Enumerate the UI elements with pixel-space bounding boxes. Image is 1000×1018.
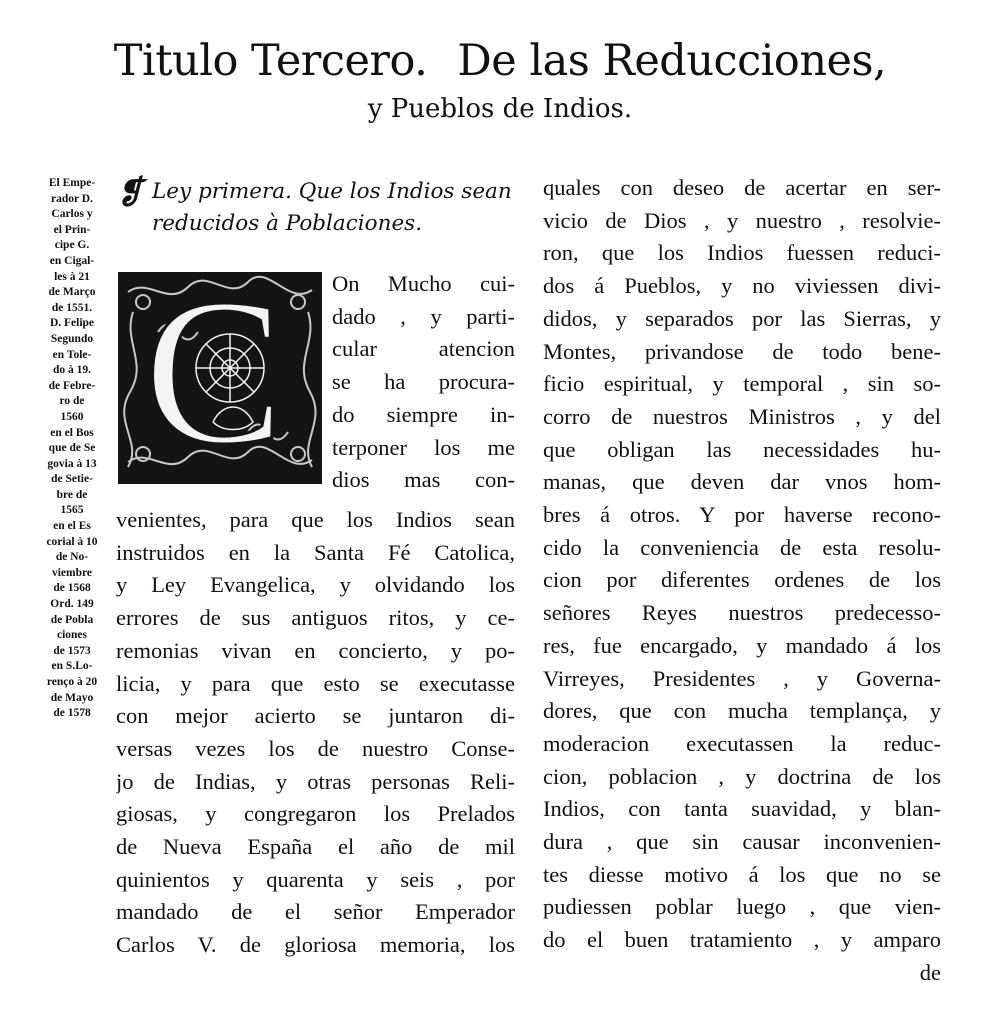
text-line: venientes, para que los Indios sean bbox=[116, 507, 515, 532]
text-line: bres á otros. Y por haverse recono- bbox=[543, 502, 941, 528]
margin-note-line: corial à 10 bbox=[46, 535, 98, 548]
margin-note-line: El Empe- bbox=[48, 177, 96, 189]
margin-note-line: de Pobla bbox=[50, 613, 94, 626]
text-line: de Nueva España el año de mil bbox=[116, 834, 515, 860]
column-1-bottom-text bbox=[116, 504, 515, 962]
text-line: cion, poblacion , y doctrina de los bbox=[543, 763, 941, 789]
law-heading-line: reducidos à Poblaciones. bbox=[152, 211, 423, 236]
text-line: Carlos V. de gloriosa memoria, los bbox=[116, 932, 515, 958]
margin-note-line: renço à 20 bbox=[46, 676, 98, 688]
text-line: errores de sus antiguos ritos, y ce- bbox=[116, 605, 515, 631]
text-line: quales con deseo de acertar en ser- bbox=[543, 175, 941, 200]
text-line: que obligan las necessidades hu- bbox=[543, 436, 941, 462]
margin-note-line: ro de bbox=[59, 395, 85, 408]
margin-note-line: ciones bbox=[56, 629, 88, 642]
text-line: Virreyes, Presidentes , y Governa- bbox=[543, 665, 941, 691]
text-line: ficio espiritual, y temporal , sin so- bbox=[543, 371, 941, 397]
margin-note-line: bre de bbox=[56, 488, 88, 501]
margin-note-line: de Febre- bbox=[48, 379, 96, 392]
text-line: vicio de Dios , y nuestro , resolvie- bbox=[543, 207, 941, 233]
text-line: cion por diferentes ordenes de los bbox=[543, 567, 941, 593]
margin-note-line: Carlos y bbox=[51, 208, 93, 221]
text-line: dura , que sin causar inconvenien- bbox=[543, 829, 941, 855]
law-heading-line: Ley primera. Que los Indios sean bbox=[152, 179, 512, 204]
text-line: jo de Indias, y otras personas Reli- bbox=[116, 768, 515, 794]
margin-note-line: de Março bbox=[48, 286, 96, 299]
text-line: versas vezes los de nuestro Conse- bbox=[116, 735, 515, 761]
margin-note-line: govia à 13 bbox=[47, 457, 97, 470]
margin-note-line: Segundo bbox=[50, 332, 94, 345]
margin-note-line: cipe G. bbox=[54, 239, 90, 252]
text-line: dos á Pueblos, y no viviessen divi- bbox=[543, 273, 941, 299]
margin-note-line: rador D. bbox=[51, 192, 93, 205]
dropcap-letter: C bbox=[143, 272, 285, 484]
margin-note-line: en S.Lo- bbox=[51, 660, 93, 673]
text-line: y Ley Evangelica, y olvidando los bbox=[116, 572, 515, 598]
text-line: pudiessen poblar luego , que vien- bbox=[543, 894, 941, 920]
text-line: dores, que con mucha templança, y bbox=[543, 698, 941, 724]
marginal-citations bbox=[30, 176, 114, 722]
pilcrow-mark: ❡ bbox=[116, 173, 143, 211]
margin-note-line: en el Es bbox=[53, 520, 91, 533]
text-line: mandado de el señor Emperador bbox=[116, 899, 515, 925]
text-line: ron, que los Indios fuessen reduci- bbox=[543, 240, 941, 266]
text-line: do el buen tratamiento , y amparo bbox=[543, 927, 941, 953]
text-line: do siempre in- bbox=[332, 401, 515, 427]
text-line: licia, y para que esto se executasse bbox=[116, 670, 515, 696]
margin-note-line: 1565 bbox=[60, 504, 84, 517]
page-subtitle: y Pueblos de Indios. bbox=[367, 94, 633, 124]
decorated-initial-c bbox=[118, 272, 322, 484]
text-line: tes diesse motivo á los que no se bbox=[543, 861, 941, 887]
text-line: cido la conveniencia de esta resolu- bbox=[543, 534, 941, 560]
margin-note-line: que de Se bbox=[48, 442, 96, 455]
margin-note-line: el Prin- bbox=[53, 223, 91, 236]
text-line: remonias vivan en concierto, y po- bbox=[116, 637, 515, 663]
margin-note-line: Ord. 149 bbox=[50, 598, 94, 611]
text-line: Indios, con tanta suavidad, y blan- bbox=[543, 796, 941, 822]
column-2-text bbox=[543, 172, 941, 990]
page-title bbox=[0, 36, 1000, 86]
text-line: dado , y parti- bbox=[332, 303, 515, 329]
text-line: dios mas con- bbox=[332, 467, 515, 493]
margin-note-line: les à 21 bbox=[54, 270, 90, 283]
text-line: res, fue encargado, y mandado á los bbox=[543, 632, 941, 658]
margin-note-line: de Setie- bbox=[51, 473, 93, 486]
column-1-top-text bbox=[332, 268, 515, 497]
text-line: instruidos en la Santa Fé Catolica, bbox=[116, 539, 515, 565]
margin-note-line: en Tole- bbox=[52, 348, 92, 361]
ornament-drop-cap-image bbox=[118, 272, 322, 484]
text-line: manas, que deven dar vnos hom- bbox=[543, 469, 941, 495]
title-part-1: Titulo Tercero. bbox=[113, 36, 428, 86]
margin-note-line: viembre bbox=[51, 566, 93, 579]
margin-note-line: de 1551. bbox=[51, 301, 93, 314]
margin-note-line: en el Bos bbox=[50, 426, 94, 439]
margin-note-line: de 1573 bbox=[53, 644, 91, 657]
text-line: moderacion executassen la reduc- bbox=[543, 730, 941, 756]
margin-note-line: en Cigal- bbox=[49, 254, 95, 267]
margin-note-line: de Mayo bbox=[50, 691, 94, 704]
title-part-2: De las Reducciones, bbox=[457, 36, 887, 86]
margin-note-line: de 1578 bbox=[53, 707, 91, 720]
margin-note-line: de No- bbox=[55, 551, 89, 564]
law-heading bbox=[152, 176, 532, 240]
text-line: se ha procura- bbox=[332, 369, 515, 395]
text-line: señores Reyes nuestros predecesso- bbox=[543, 600, 941, 626]
margin-note-line: de 1568 bbox=[53, 582, 91, 595]
catchword: de bbox=[919, 959, 941, 985]
text-line: Montes, privandose de todo bene- bbox=[543, 338, 941, 364]
text-line: cular atencion bbox=[332, 336, 515, 362]
text-line: corro de nuestros Ministros , y del bbox=[543, 403, 941, 429]
margin-note-line: 1560 bbox=[60, 410, 84, 423]
margin-note-line: do à 19. bbox=[52, 364, 92, 377]
text-line: quinientos y quarenta y seis , por bbox=[116, 866, 515, 892]
text-line: On Mucho cui- bbox=[332, 271, 515, 296]
text-line: con mejor acierto se juntaron di- bbox=[116, 703, 515, 729]
text-line: terponer los me bbox=[332, 434, 515, 460]
text-line: giosas, y congregaron los Prelados bbox=[116, 801, 515, 827]
margin-note-line: D. Felipe bbox=[49, 317, 95, 330]
text-line: didos, y separados por las Sierras, y bbox=[543, 305, 941, 331]
